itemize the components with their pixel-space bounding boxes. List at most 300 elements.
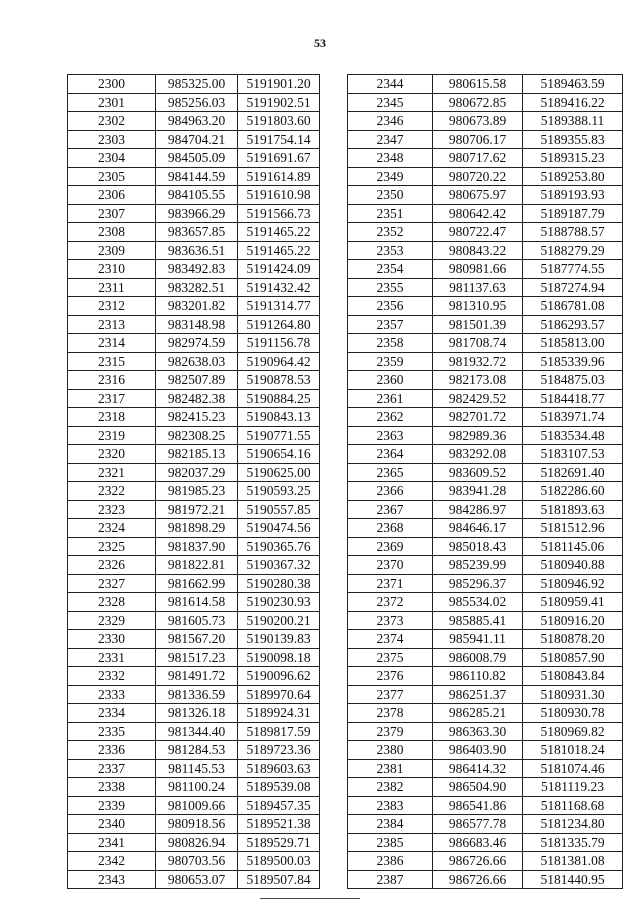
table-row xyxy=(68,537,320,556)
point-number-cell: 2341 xyxy=(68,833,156,852)
x-coordinate-cell: 980720.22 xyxy=(433,167,523,186)
x-coordinate-cell: 986110.82 xyxy=(433,667,523,686)
x-coordinate-cell: 982037.29 xyxy=(156,463,238,482)
x-coordinate-cell: 980918.56 xyxy=(156,815,238,834)
table-row xyxy=(68,463,320,482)
table-row xyxy=(348,445,623,464)
point-number-cell: 2374 xyxy=(348,630,433,649)
point-number-cell: 2306 xyxy=(68,186,156,205)
y-coordinate-cell: 5180959.41 xyxy=(523,593,623,612)
point-number-cell: 2301 xyxy=(68,93,156,112)
table-row xyxy=(68,408,320,427)
point-number-cell: 2339 xyxy=(68,796,156,815)
y-coordinate-cell: 5190367.32 xyxy=(238,556,320,575)
y-coordinate-cell: 5190096.62 xyxy=(238,667,320,686)
x-coordinate-cell: 981614.58 xyxy=(156,593,238,612)
x-coordinate-cell: 980722.47 xyxy=(433,223,523,242)
x-coordinate-cell: 985534.02 xyxy=(433,593,523,612)
table-row xyxy=(348,482,623,501)
x-coordinate-cell: 983148.98 xyxy=(156,315,238,334)
x-coordinate-cell: 982482.38 xyxy=(156,389,238,408)
table-row xyxy=(68,334,320,353)
point-number-cell: 2361 xyxy=(348,389,433,408)
table-row xyxy=(68,167,320,186)
x-coordinate-cell: 981567.20 xyxy=(156,630,238,649)
point-number-cell: 2310 xyxy=(68,260,156,279)
point-number-cell: 2342 xyxy=(68,852,156,871)
point-number-cell: 2309 xyxy=(68,241,156,260)
y-coordinate-cell: 5191424.09 xyxy=(238,260,320,279)
y-coordinate-cell: 5182691.40 xyxy=(523,463,623,482)
point-number-cell: 2381 xyxy=(348,759,433,778)
x-coordinate-cell: 983292.08 xyxy=(433,445,523,464)
table-row xyxy=(348,463,623,482)
y-coordinate-cell: 5190200.21 xyxy=(238,611,320,630)
y-coordinate-cell: 5191314.77 xyxy=(238,297,320,316)
x-coordinate-cell: 982974.59 xyxy=(156,334,238,353)
coordinates-table-right-body xyxy=(348,75,623,889)
x-coordinate-cell: 985256.03 xyxy=(156,93,238,112)
table-row xyxy=(348,334,623,353)
x-coordinate-cell: 984704.21 xyxy=(156,130,238,149)
x-coordinate-cell: 986008.79 xyxy=(433,648,523,667)
y-coordinate-cell: 5181335.79 xyxy=(523,833,623,852)
y-coordinate-cell: 5187274.94 xyxy=(523,278,623,297)
y-coordinate-cell: 5190474.56 xyxy=(238,519,320,538)
y-coordinate-cell: 5191610.98 xyxy=(238,186,320,205)
point-number-cell: 2377 xyxy=(348,685,433,704)
x-coordinate-cell: 986504.90 xyxy=(433,778,523,797)
table-row xyxy=(68,704,320,723)
x-coordinate-cell: 981517.23 xyxy=(156,648,238,667)
x-coordinate-cell: 981310.95 xyxy=(433,297,523,316)
y-coordinate-cell: 5186293.57 xyxy=(523,315,623,334)
table-row xyxy=(348,815,623,834)
table-row xyxy=(348,352,623,371)
table-row xyxy=(348,759,623,778)
y-coordinate-cell: 5190557.85 xyxy=(238,500,320,519)
y-coordinate-cell: 5191691.67 xyxy=(238,149,320,168)
y-coordinate-cell: 5191901.20 xyxy=(238,75,320,94)
y-coordinate-cell: 5180931.30 xyxy=(523,685,623,704)
point-number-cell: 2308 xyxy=(68,223,156,242)
table-row xyxy=(68,815,320,834)
point-number-cell: 2317 xyxy=(68,389,156,408)
x-coordinate-cell: 984105.55 xyxy=(156,186,238,205)
point-number-cell: 2336 xyxy=(68,741,156,760)
table-row xyxy=(68,241,320,260)
x-coordinate-cell: 981662.99 xyxy=(156,574,238,593)
point-number-cell: 2354 xyxy=(348,260,433,279)
point-number-cell: 2348 xyxy=(348,149,433,168)
point-number-cell: 2366 xyxy=(348,482,433,501)
point-number-cell: 2349 xyxy=(348,167,433,186)
point-number-cell: 2380 xyxy=(348,741,433,760)
coordinates-table-left-body xyxy=(68,75,320,889)
y-coordinate-cell: 5190365.76 xyxy=(238,537,320,556)
y-coordinate-cell: 5189507.84 xyxy=(238,870,320,889)
x-coordinate-cell: 980675.97 xyxy=(433,186,523,205)
x-coordinate-cell: 982308.25 xyxy=(156,426,238,445)
table-row xyxy=(68,426,320,445)
table-row xyxy=(68,648,320,667)
x-coordinate-cell: 981972.21 xyxy=(156,500,238,519)
y-coordinate-cell: 5191803.60 xyxy=(238,112,320,131)
y-coordinate-cell: 5181145.06 xyxy=(523,537,623,556)
y-coordinate-cell: 5181381.08 xyxy=(523,852,623,871)
y-coordinate-cell: 5181074.46 xyxy=(523,759,623,778)
table-row xyxy=(348,112,623,131)
table-row xyxy=(68,852,320,871)
table-row xyxy=(68,796,320,815)
coordinates-table-right xyxy=(347,74,623,889)
x-coordinate-cell: 983201.82 xyxy=(156,297,238,316)
point-number-cell: 2340 xyxy=(68,815,156,834)
y-coordinate-cell: 5189457.35 xyxy=(238,796,320,815)
x-coordinate-cell: 981326.18 xyxy=(156,704,238,723)
table-row xyxy=(68,778,320,797)
x-coordinate-cell: 981822.81 xyxy=(156,556,238,575)
point-number-cell: 2327 xyxy=(68,574,156,593)
y-coordinate-cell: 5189529.71 xyxy=(238,833,320,852)
table-row xyxy=(68,112,320,131)
point-number-cell: 2358 xyxy=(348,334,433,353)
point-number-cell: 2332 xyxy=(68,667,156,686)
table-row xyxy=(348,75,623,94)
y-coordinate-cell: 5190593.25 xyxy=(238,482,320,501)
x-coordinate-cell: 984963.20 xyxy=(156,112,238,131)
x-coordinate-cell: 986403.90 xyxy=(433,741,523,760)
y-coordinate-cell: 5190230.93 xyxy=(238,593,320,612)
point-number-cell: 2362 xyxy=(348,408,433,427)
table-row xyxy=(348,778,623,797)
y-coordinate-cell: 5188279.29 xyxy=(523,241,623,260)
table-row xyxy=(348,500,623,519)
point-number-cell: 2387 xyxy=(348,870,433,889)
x-coordinate-cell: 980717.62 xyxy=(433,149,523,168)
table-row xyxy=(68,278,320,297)
y-coordinate-cell: 5191264.80 xyxy=(238,315,320,334)
x-coordinate-cell: 982185.13 xyxy=(156,445,238,464)
table-row xyxy=(348,833,623,852)
point-number-cell: 2326 xyxy=(68,556,156,575)
table-row xyxy=(348,408,623,427)
table-row xyxy=(348,593,623,612)
x-coordinate-cell: 981009.66 xyxy=(156,796,238,815)
y-coordinate-cell: 5187774.55 xyxy=(523,260,623,279)
point-number-cell: 2384 xyxy=(348,815,433,834)
table-row xyxy=(348,186,623,205)
x-coordinate-cell: 981985.23 xyxy=(156,482,238,501)
y-coordinate-cell: 5185813.00 xyxy=(523,334,623,353)
table-row xyxy=(68,722,320,741)
y-coordinate-cell: 5184875.03 xyxy=(523,371,623,390)
point-number-cell: 2352 xyxy=(348,223,433,242)
table-row xyxy=(348,852,623,871)
table-row xyxy=(68,759,320,778)
x-coordinate-cell: 983941.28 xyxy=(433,482,523,501)
y-coordinate-cell: 5189723.36 xyxy=(238,741,320,760)
point-number-cell: 2347 xyxy=(348,130,433,149)
x-coordinate-cell: 984144.59 xyxy=(156,167,238,186)
x-coordinate-cell: 980826.94 xyxy=(156,833,238,852)
point-number-cell: 2357 xyxy=(348,315,433,334)
point-number-cell: 2334 xyxy=(68,704,156,723)
point-number-cell: 2375 xyxy=(348,648,433,667)
table-row xyxy=(68,741,320,760)
point-number-cell: 2316 xyxy=(68,371,156,390)
y-coordinate-cell: 5190098.18 xyxy=(238,648,320,667)
x-coordinate-cell: 982173.08 xyxy=(433,371,523,390)
table-row xyxy=(68,260,320,279)
x-coordinate-cell: 986251.37 xyxy=(433,685,523,704)
point-number-cell: 2369 xyxy=(348,537,433,556)
x-coordinate-cell: 984505.09 xyxy=(156,149,238,168)
y-coordinate-cell: 5181512.96 xyxy=(523,519,623,538)
y-coordinate-cell: 5190884.25 xyxy=(238,389,320,408)
point-number-cell: 2386 xyxy=(348,852,433,871)
x-coordinate-cell: 986726.66 xyxy=(433,870,523,889)
y-coordinate-cell: 5191902.51 xyxy=(238,93,320,112)
y-coordinate-cell: 5181893.63 xyxy=(523,500,623,519)
point-number-cell: 2337 xyxy=(68,759,156,778)
table-row xyxy=(348,741,623,760)
y-coordinate-cell: 5190878.53 xyxy=(238,371,320,390)
y-coordinate-cell: 5189817.59 xyxy=(238,722,320,741)
x-coordinate-cell: 981605.73 xyxy=(156,611,238,630)
point-number-cell: 2382 xyxy=(348,778,433,797)
x-coordinate-cell: 981284.53 xyxy=(156,741,238,760)
table-row xyxy=(348,667,623,686)
x-coordinate-cell: 986726.66 xyxy=(433,852,523,871)
x-coordinate-cell: 985239.99 xyxy=(433,556,523,575)
point-number-cell: 2368 xyxy=(348,519,433,538)
x-coordinate-cell: 983282.51 xyxy=(156,278,238,297)
y-coordinate-cell: 5191432.42 xyxy=(238,278,320,297)
x-coordinate-cell: 982638.03 xyxy=(156,352,238,371)
x-coordinate-cell: 986363.30 xyxy=(433,722,523,741)
table-row xyxy=(348,167,623,186)
x-coordinate-cell: 982507.89 xyxy=(156,371,238,390)
y-coordinate-cell: 5189603.63 xyxy=(238,759,320,778)
y-coordinate-cell: 5190654.16 xyxy=(238,445,320,464)
table-row xyxy=(68,630,320,649)
x-coordinate-cell: 980642.42 xyxy=(433,204,523,223)
table-row xyxy=(348,297,623,316)
point-number-cell: 2312 xyxy=(68,297,156,316)
y-coordinate-cell: 5191156.78 xyxy=(238,334,320,353)
x-coordinate-cell: 986541.86 xyxy=(433,796,523,815)
table-row xyxy=(348,93,623,112)
x-coordinate-cell: 980706.17 xyxy=(433,130,523,149)
y-coordinate-cell: 5191465.22 xyxy=(238,223,320,242)
table-row xyxy=(68,297,320,316)
y-coordinate-cell: 5182286.60 xyxy=(523,482,623,501)
x-coordinate-cell: 980981.66 xyxy=(433,260,523,279)
point-number-cell: 2324 xyxy=(68,519,156,538)
table-row xyxy=(68,556,320,575)
x-coordinate-cell: 981898.29 xyxy=(156,519,238,538)
x-coordinate-cell: 980703.56 xyxy=(156,852,238,871)
x-coordinate-cell: 985941.11 xyxy=(433,630,523,649)
point-number-cell: 2333 xyxy=(68,685,156,704)
x-coordinate-cell: 983492.83 xyxy=(156,260,238,279)
table-row xyxy=(68,870,320,889)
x-coordinate-cell: 981344.40 xyxy=(156,722,238,741)
table-row xyxy=(68,519,320,538)
x-coordinate-cell: 982415.23 xyxy=(156,408,238,427)
table-row xyxy=(348,426,623,445)
x-coordinate-cell: 981837.90 xyxy=(156,537,238,556)
x-coordinate-cell: 984286.97 xyxy=(433,500,523,519)
point-number-cell: 2371 xyxy=(348,574,433,593)
table-row xyxy=(348,389,623,408)
y-coordinate-cell: 5189521.38 xyxy=(238,815,320,834)
point-number-cell: 2379 xyxy=(348,722,433,741)
y-coordinate-cell: 5190280.38 xyxy=(238,574,320,593)
y-coordinate-cell: 5180878.20 xyxy=(523,630,623,649)
x-coordinate-cell: 980843.22 xyxy=(433,241,523,260)
point-number-cell: 2365 xyxy=(348,463,433,482)
y-coordinate-cell: 5189253.80 xyxy=(523,167,623,186)
x-coordinate-cell: 981501.39 xyxy=(433,315,523,334)
point-number-cell: 2356 xyxy=(348,297,433,316)
x-coordinate-cell: 983636.51 xyxy=(156,241,238,260)
table-row xyxy=(68,93,320,112)
y-coordinate-cell: 5181168.68 xyxy=(523,796,623,815)
y-coordinate-cell: 5180916.20 xyxy=(523,611,623,630)
y-coordinate-cell: 5189193.93 xyxy=(523,186,623,205)
table-row xyxy=(68,611,320,630)
point-number-cell: 2363 xyxy=(348,426,433,445)
x-coordinate-cell: 986683.46 xyxy=(433,833,523,852)
y-coordinate-cell: 5189539.08 xyxy=(238,778,320,797)
table-row xyxy=(348,223,623,242)
point-number-cell: 2372 xyxy=(348,593,433,612)
point-number-cell: 2355 xyxy=(348,278,433,297)
y-coordinate-cell: 5189388.11 xyxy=(523,112,623,131)
point-number-cell: 2315 xyxy=(68,352,156,371)
y-coordinate-cell: 5190771.55 xyxy=(238,426,320,445)
table-row xyxy=(68,685,320,704)
table-row xyxy=(68,223,320,242)
x-coordinate-cell: 981932.72 xyxy=(433,352,523,371)
y-coordinate-cell: 5189315.23 xyxy=(523,149,623,168)
point-number-cell: 2346 xyxy=(348,112,433,131)
point-number-cell: 2385 xyxy=(348,833,433,852)
table-row xyxy=(348,648,623,667)
table-row xyxy=(348,260,623,279)
x-coordinate-cell: 980673.89 xyxy=(433,112,523,131)
table-row xyxy=(348,130,623,149)
point-number-cell: 2378 xyxy=(348,704,433,723)
point-number-cell: 2313 xyxy=(68,315,156,334)
table-row xyxy=(348,241,623,260)
table-row xyxy=(68,352,320,371)
y-coordinate-cell: 5190843.13 xyxy=(238,408,320,427)
x-coordinate-cell: 981137.63 xyxy=(433,278,523,297)
y-coordinate-cell: 5185339.96 xyxy=(523,352,623,371)
table-row xyxy=(68,315,320,334)
table-row xyxy=(68,500,320,519)
y-coordinate-cell: 5189355.83 xyxy=(523,130,623,149)
table-row xyxy=(68,75,320,94)
x-coordinate-cell: 986414.32 xyxy=(433,759,523,778)
table-row xyxy=(348,556,623,575)
point-number-cell: 2344 xyxy=(348,75,433,94)
point-number-cell: 2311 xyxy=(68,278,156,297)
y-coordinate-cell: 5184418.77 xyxy=(523,389,623,408)
point-number-cell: 2302 xyxy=(68,112,156,131)
point-number-cell: 2351 xyxy=(348,204,433,223)
table-row xyxy=(348,685,623,704)
x-coordinate-cell: 981708.74 xyxy=(433,334,523,353)
table-row xyxy=(348,204,623,223)
x-coordinate-cell: 983657.85 xyxy=(156,223,238,242)
point-number-cell: 2319 xyxy=(68,426,156,445)
x-coordinate-cell: 985325.00 xyxy=(156,75,238,94)
point-number-cell: 2329 xyxy=(68,611,156,630)
table-row xyxy=(348,704,623,723)
table-row xyxy=(68,667,320,686)
y-coordinate-cell: 5186781.08 xyxy=(523,297,623,316)
table-row xyxy=(348,574,623,593)
table-row xyxy=(68,389,320,408)
table-row xyxy=(348,630,623,649)
y-coordinate-cell: 5183971.74 xyxy=(523,408,623,427)
point-number-cell: 2350 xyxy=(348,186,433,205)
x-coordinate-cell: 983609.52 xyxy=(433,463,523,482)
point-number-cell: 2376 xyxy=(348,667,433,686)
point-number-cell: 2345 xyxy=(348,93,433,112)
x-coordinate-cell: 985296.37 xyxy=(433,574,523,593)
point-number-cell: 2367 xyxy=(348,500,433,519)
x-coordinate-cell: 984646.17 xyxy=(433,519,523,538)
x-coordinate-cell: 983966.29 xyxy=(156,204,238,223)
point-number-cell: 2305 xyxy=(68,167,156,186)
x-coordinate-cell: 980653.07 xyxy=(156,870,238,889)
y-coordinate-cell: 5181018.24 xyxy=(523,741,623,760)
x-coordinate-cell: 985885.41 xyxy=(433,611,523,630)
y-coordinate-cell: 5180857.90 xyxy=(523,648,623,667)
point-number-cell: 2331 xyxy=(68,648,156,667)
point-number-cell: 2360 xyxy=(348,371,433,390)
table-row xyxy=(348,796,623,815)
table-row xyxy=(348,519,623,538)
table-row xyxy=(68,186,320,205)
bottom-rule xyxy=(260,898,360,899)
table-row xyxy=(68,482,320,501)
table-row xyxy=(348,722,623,741)
point-number-cell: 2353 xyxy=(348,241,433,260)
y-coordinate-cell: 5181440.95 xyxy=(523,870,623,889)
table-row xyxy=(68,130,320,149)
y-coordinate-cell: 5189924.31 xyxy=(238,704,320,723)
y-coordinate-cell: 5191566.73 xyxy=(238,204,320,223)
point-number-cell: 2314 xyxy=(68,334,156,353)
y-coordinate-cell: 5190964.42 xyxy=(238,352,320,371)
y-coordinate-cell: 5189500.03 xyxy=(238,852,320,871)
table-row xyxy=(68,833,320,852)
y-coordinate-cell: 5181234.80 xyxy=(523,815,623,834)
y-coordinate-cell: 5180940.88 xyxy=(523,556,623,575)
table-row xyxy=(68,149,320,168)
point-number-cell: 2303 xyxy=(68,130,156,149)
table-row xyxy=(68,574,320,593)
y-coordinate-cell: 5180843.84 xyxy=(523,667,623,686)
x-coordinate-cell: 981100.24 xyxy=(156,778,238,797)
point-number-cell: 2304 xyxy=(68,149,156,168)
